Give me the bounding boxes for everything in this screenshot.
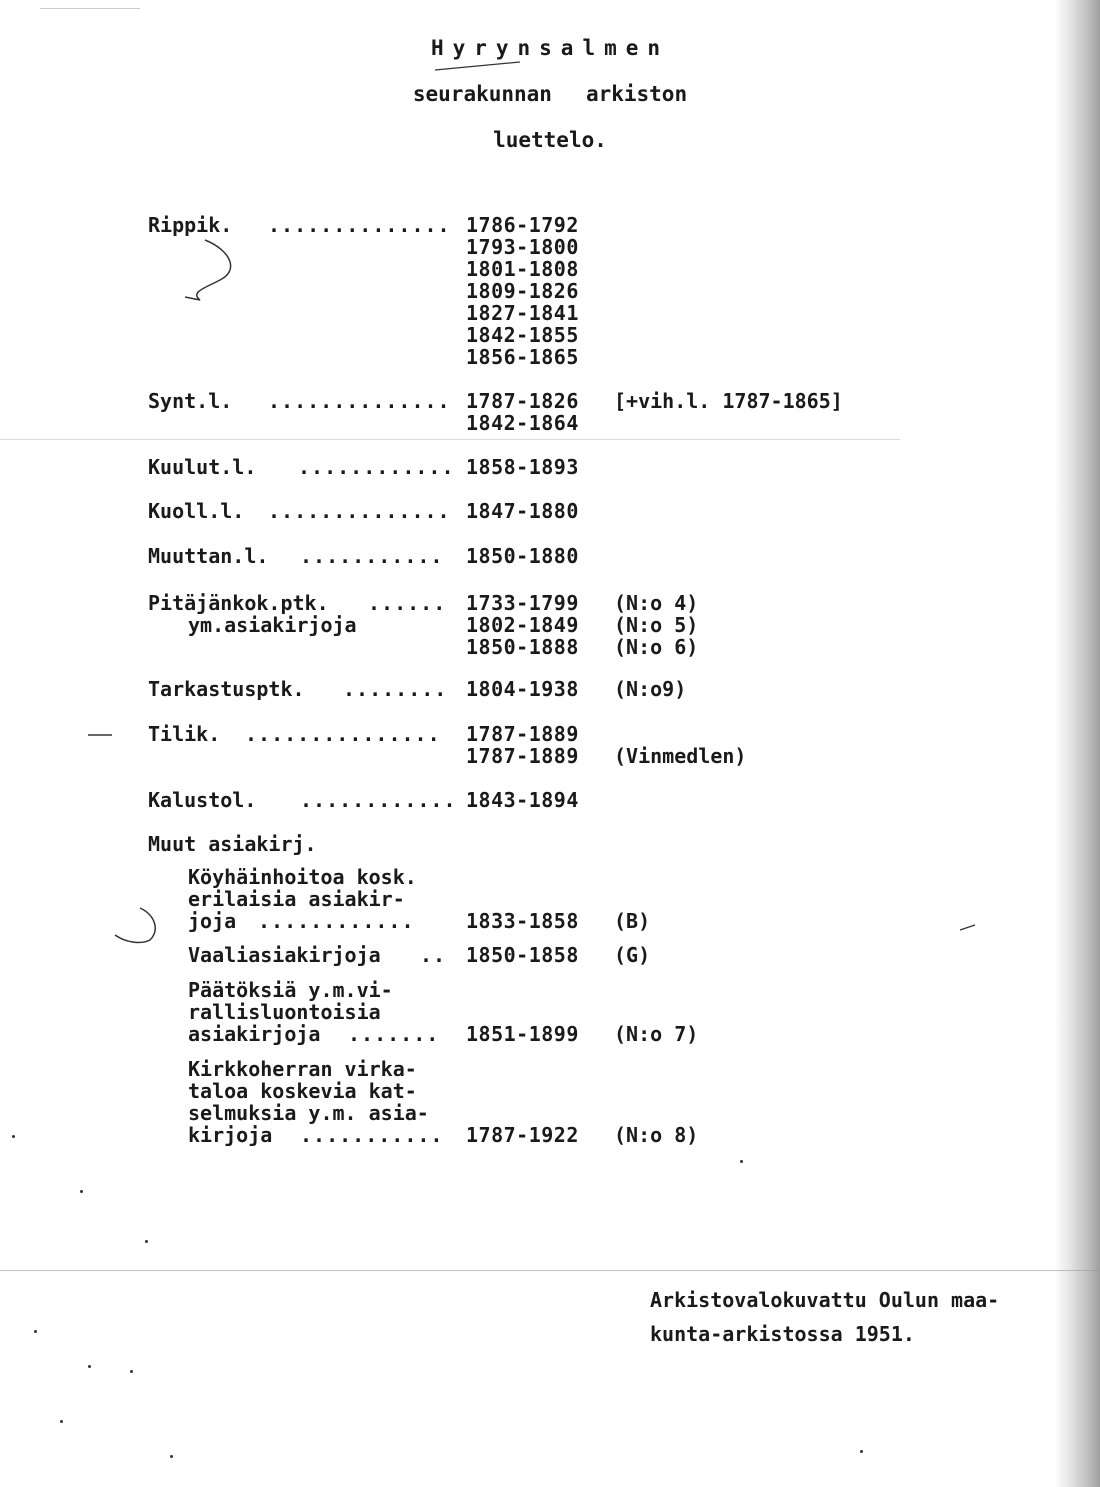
entry-note: (Vinmedlen)	[614, 744, 747, 768]
document-subtitle-2: luettelo.	[493, 128, 607, 152]
subtitle-word-2: arkiston	[585, 82, 688, 106]
entry-label: Rippik.	[148, 213, 233, 237]
year-range: 1793-1800	[466, 235, 579, 259]
year-range: 1786-1792	[466, 213, 579, 237]
entry-note: [+vih.l. 1787-1865]	[614, 389, 843, 413]
year-range: 1842-1864	[466, 411, 579, 435]
leader-dots: ........	[343, 677, 448, 701]
year-range: 1804-1938	[466, 677, 579, 701]
year-range: 1802-1849	[466, 613, 579, 637]
misc-item-text: Kirkkoherran virka-	[188, 1057, 417, 1081]
year-range: 1833-1858	[466, 909, 579, 933]
entry-note: (N:o 8)	[614, 1123, 699, 1147]
entry-label: Kuoll.l.	[148, 499, 245, 523]
leader-dots: ...........	[300, 544, 444, 568]
leader-dots: ............	[298, 455, 455, 479]
misc-item-text: asiakirjoja	[188, 1022, 321, 1046]
year-range: 1787-1889	[466, 744, 579, 768]
entry-label: Kuulut.l.	[148, 455, 257, 479]
year-range: 1787-1922	[466, 1123, 579, 1147]
leader-dots: ............	[258, 909, 415, 933]
misc-item-text: erilaisia asiakir-	[188, 887, 405, 911]
entry-note: (N:o 4)	[614, 591, 699, 615]
leader-dots: ...............	[245, 722, 441, 746]
year-range: 1851-1899	[466, 1022, 579, 1046]
entry-label: Pitäjänkok.ptk.	[148, 591, 329, 615]
document-title: Hyrynsalmen	[430, 36, 670, 60]
entry-note: (G)	[614, 943, 651, 967]
misc-item-text: rallisluontoisia	[188, 1000, 381, 1024]
misc-item-text: Päätöksiä y.m.vi-	[188, 978, 393, 1002]
entry-note: (N:o 5)	[614, 613, 699, 637]
entry-label: Muuttan.l.	[148, 544, 269, 568]
year-range: 1842-1855	[466, 323, 579, 347]
leader-dots: ..	[420, 943, 447, 967]
entry-note: (N:o 7)	[614, 1022, 699, 1046]
year-range: 1843-1894	[466, 788, 579, 812]
leader-dots: ..............	[268, 213, 451, 237]
misc-heading: Muut asiakirj.	[148, 832, 317, 856]
entry-note: (N:o 6)	[614, 635, 699, 659]
subtitle-word-1: seurakunnan	[412, 82, 552, 106]
entry-note: (B)	[614, 909, 651, 933]
year-range: 1850-1858	[466, 943, 579, 967]
leader-dots: ..............	[268, 499, 451, 523]
year-range: 1787-1889	[466, 722, 579, 746]
misc-item-text: joja	[188, 909, 237, 933]
footer-note-line-2: kunta-arkistossa 1951.	[650, 1322, 915, 1346]
year-range: 1850-1888	[466, 635, 579, 659]
misc-item-text: Vaaliasiakirjoja	[188, 943, 381, 967]
year-range: 1850-1880	[466, 544, 579, 568]
entry-label-cont: ym.asiakirjoja	[188, 613, 357, 637]
document-subtitle	[0, 82, 1100, 106]
entry-label: Synt.l.	[148, 389, 233, 413]
footer-note-line-1: Arkistovalokuvattu Oulun maa-	[650, 1288, 1000, 1312]
leader-dots: .......	[348, 1022, 440, 1046]
misc-item-text: selmuksia y.m. asia-	[188, 1101, 429, 1125]
leader-dots: ......	[368, 591, 447, 615]
year-range: 1809-1826	[466, 279, 579, 303]
leader-dots: ............	[300, 788, 457, 812]
year-range: 1787-1826	[466, 389, 579, 413]
year-range: 1847-1880	[466, 499, 579, 523]
year-range: 1858-1893	[466, 455, 579, 479]
misc-item-text: taloa koskevia kat-	[188, 1079, 417, 1103]
entry-label: Tilik.	[148, 722, 221, 746]
misc-item-text: Köyhäinhoitoa kosk.	[188, 865, 417, 889]
year-range: 1827-1841	[466, 301, 579, 325]
entry-note: (N:o9)	[614, 677, 687, 701]
entry-label: Kalustol.	[148, 788, 257, 812]
entry-label: Tarkastusptk.	[148, 677, 305, 701]
misc-item-text: kirjoja	[188, 1123, 273, 1147]
year-range: 1856-1865	[466, 345, 579, 369]
leader-dots: ..............	[268, 389, 451, 413]
year-range: 1801-1808	[466, 257, 579, 281]
leader-dots: ...........	[300, 1123, 444, 1147]
year-range: 1733-1799	[466, 591, 579, 615]
